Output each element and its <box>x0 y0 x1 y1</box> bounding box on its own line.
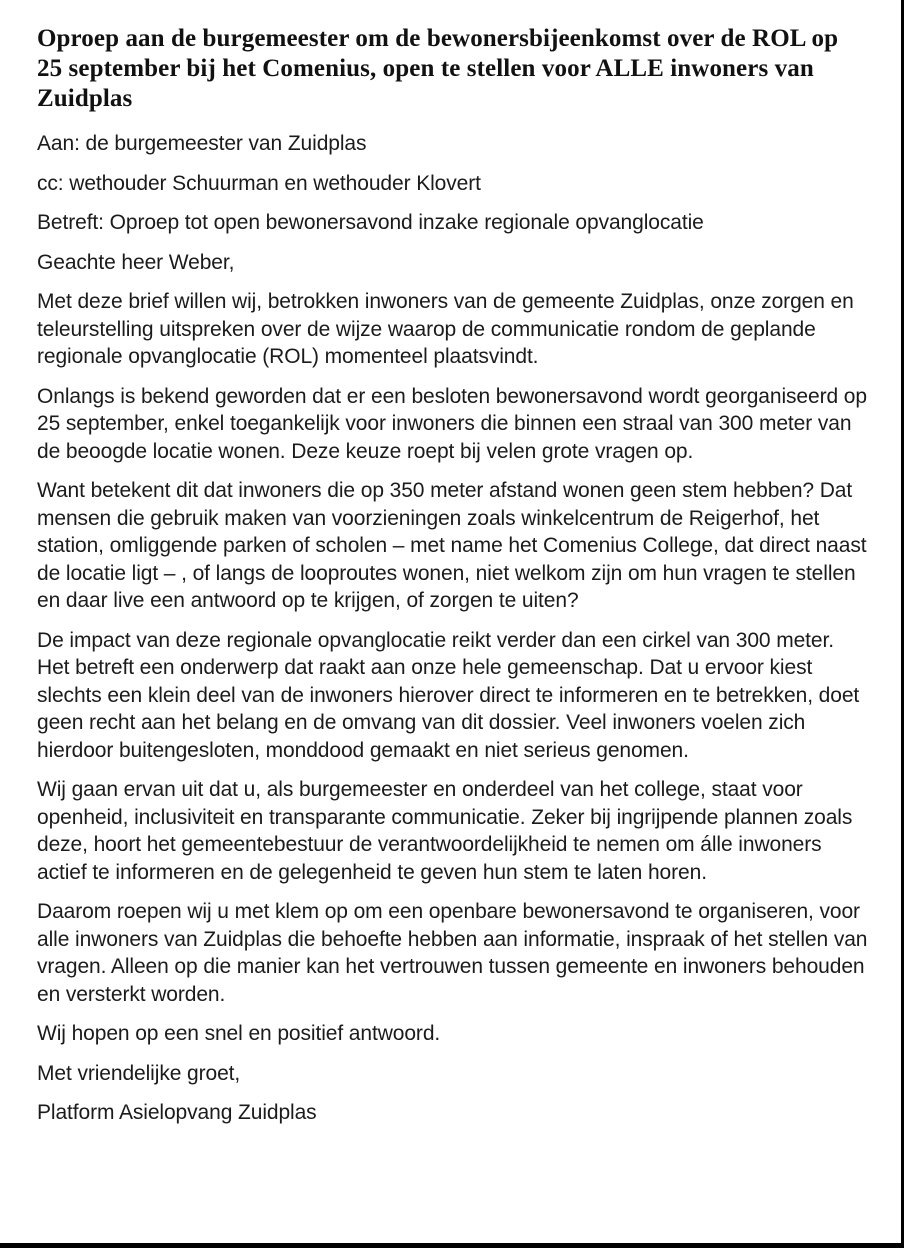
page-edge-bottom-line <box>0 1243 904 1248</box>
letter-salutation: Geachte heer Weber, <box>37 250 235 274</box>
body-paragraph: Daarom roepen wij u met klem op om een openbare bewonersavond te organiseren, voor alle inwoners van Zuidplas die behoefte hebben aan informatie, inspraak of het stellen van vragen. Alleen op die manier kan het vertrouwen tussen gemeente en inwoners behouden en versterkt worden. <box>37 900 868 1006</box>
body-paragraph: De impact van deze regionale opvanglocatie reikt verder dan een cirkel van 300 meter. Het betreft een onderwerp dat raakt aan onze hele gemeenschap. Dat u ervoor kiest slechts een klein deel van de inwoners hierover direct te informeren en te betrekken, doet geen recht aan het belang en de omvang van dit dossier. Veel inwoners voelen zich hierdoor buitengesloten, monddood gemaakt en niet serieus genomen. <box>37 628 860 762</box>
letter-body <box>37 288 868 1008</box>
letter-signature: Platform Asielopvang Zuidplas <box>37 1101 317 1124</box>
body-paragraph: Met deze brief willen wij, betrokken inwoners van de gemeente Zuidplas, onze zorgen en teleurstelling uitspreken over de wijze waarop de communicatie rondom de geplande regionale opvanglocatie (ROL) momenteel plaatsvindt. <box>37 290 854 368</box>
body-paragraph: Wij gaan ervan uit dat u, als burgemeester en onderdeel van het college, staat voor openheid, inclusiviteit en transparante communicatie. Zeker bij ingrijpende plannen zoals deze, hoort het gemeentebestuur de verantwoordelijkheid te nemen om álle inwoners actief te informeren en de gelegenheid te geven hun stem te laten horen. <box>37 778 853 884</box>
body-paragraph: Onlangs is bekend geworden dat er een besloten bewonersavond wordt georganiseerd op 25 september, enkel toegankelijk voor inwoners die binnen een straal van 300 meter van de beoogde locatie wonen. Deze keuze roept bij velen grote vragen op. <box>37 384 867 463</box>
body-paragraph: Want betekent dit dat inwoners die op 350 meter afstand wonen geen stem hebben? Dat mensen die gebruik maken van voorzieningen zoals winkelcentrum de Reigerhof, het station, omliggende parken of scholen – met name het Comenius College, dat direct naast de locatie ligt – , of langs de looproutes wonen, niet welkom zijn om hun vragen te stellen en daar live een antwoord op te krijgen, of zorgen te uiten? <box>37 479 867 612</box>
letter-closing: Wij hopen op een snel en positief antwoord. <box>37 1022 441 1045</box>
letter-title: Oproep aan de burgemeester om de bewonersbijeenkomst over de ROL op 25 september bij het Comenius, open te stellen voor ALLE inwoners van Zuidplas <box>37 25 839 112</box>
letter-signoff: Met vriendelijke groet, <box>37 1061 241 1085</box>
letter-subject-line: Betreft: Oproep tot open bewonersavond inzake regionale opvanglocatie <box>37 211 704 234</box>
letter-to-line: Aan: de burgemeester van Zuidplas <box>37 132 367 155</box>
letter-cc-line: cc: wethouder Schuurman en wethouder Klovert <box>37 171 481 195</box>
